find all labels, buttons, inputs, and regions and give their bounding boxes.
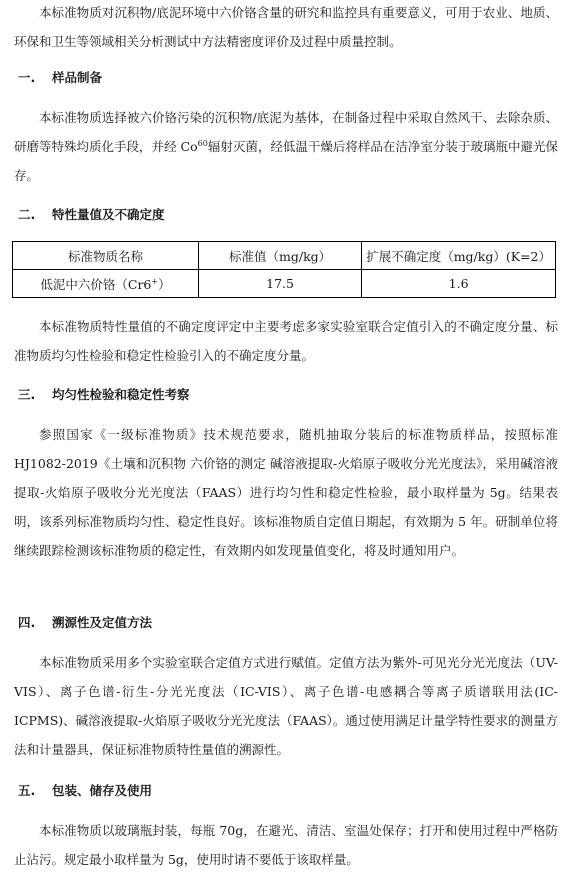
intro-paragraph: 本标准物质对沉积物/底泥环境中六价铬含量的研究和监控具有重要意义，可用于农业、地质、环保和卫生等领域相关分析测试中方法精密度评价及过程中质量控制。 (14, 5, 558, 49)
section-number: 二. (18, 207, 36, 222)
section-3-paragraph: 参照国家《一级标准物质》技术规范要求，随机抽取分装后的标准物质样品，按照标准 HJ1082-2019《土壤和沉积物 六价铬的测定 碱溶液提取-火焰原子吸收分光光度法》，采用碱溶液提取-火焰原子吸收分光光度法（FAAS）进行均匀性和稳定性检验，最小取样量为 5g。结果表明，该系列标准物质均匀性、稳定性良好。该标准物质自定值日期起，有效期为 5 年。研制单位将继续跟踪检测该标准物质的稳定性，有效期内如发现量值变化，将及时通知用户。 (14, 427, 558, 558)
section-5-paragraph: 本标准物质以玻璃瓶封装，每瓶 70g，在避光、清洁、室温处保存；打开和使用过程中严格防止沾污。规定最小取样量为 5g，使用时请不要低于该取样量。 (14, 823, 558, 867)
section-title: 溯源性及定值方法 (52, 615, 153, 630)
section-2-paragraph: 本标准物质特性量值的不确定度评定中主要考虑多家实验室联合定值引入的不确定度分量、标准物质均匀性检验和稳定性检验引入的不确定度分量。 (14, 319, 558, 363)
table-header-row (13, 242, 556, 270)
section-number: 四. (18, 615, 36, 630)
section-heading-5 (18, 781, 152, 801)
section-heading-2 (18, 205, 165, 225)
section-title: 特性量值及不确定度 (52, 207, 165, 222)
section-number: 一. (18, 70, 36, 85)
section-number: 三. (18, 387, 36, 402)
section-4-paragraph: 本标准物质采用多个实验室联合定值方式进行赋值。定值方法为紫外-可见光分光光度法（UV-VIS）、离子色谱-衍生-分光光度法（IC-VIS）、离子色谱-电感耦合等离子质谱联用法(IC-ICPMS)、碱溶液提取-火焰原子吸收分光光度法（FAAS）。通过使用满足计量学特性要求的测量方法和计量器具，保证标准物质特性量值的溯源性。 (14, 655, 558, 757)
table-header-cell: 标准物质名称 (13, 242, 199, 270)
section-title: 样品制备 (52, 70, 103, 85)
section-number: 五. (18, 783, 36, 798)
table-cell-name (13, 270, 199, 298)
section-heading-4 (18, 613, 152, 633)
table-cell-uncertainty: 1.6 (362, 270, 556, 298)
table-header-cell: 扩展不确定度（mg/kg）(K=2） (362, 242, 556, 270)
section-title: 均匀性检验和稳定性考察 (52, 387, 190, 402)
section-heading-1 (18, 68, 102, 88)
text-run: 本标准物质选择被六价铬污染的沉积物/底泥为基体，在制备过程中采取自然风干、去除杂质、研磨等特殊均质化手段，并经 Co (14, 110, 558, 154)
superscript: + (151, 276, 159, 286)
section-1-paragraph (14, 103, 558, 190)
text-run: ） (158, 276, 171, 292)
text-run: 辐射灭菌，经低温干燥后将样品在洁净室分装于玻璃瓶中避光保存。 (14, 139, 558, 183)
property-table (12, 241, 556, 298)
table-header-cell: 标准值（mg/kg） (198, 242, 361, 270)
text-run: 低泥中六价铬（Cr6 (40, 276, 152, 292)
section-title: 包装、储存及使用 (52, 783, 153, 798)
table-row (13, 270, 556, 298)
section-heading-3 (18, 385, 190, 405)
table-cell-value: 17.5 (198, 270, 361, 298)
superscript: 60 (197, 138, 208, 148)
